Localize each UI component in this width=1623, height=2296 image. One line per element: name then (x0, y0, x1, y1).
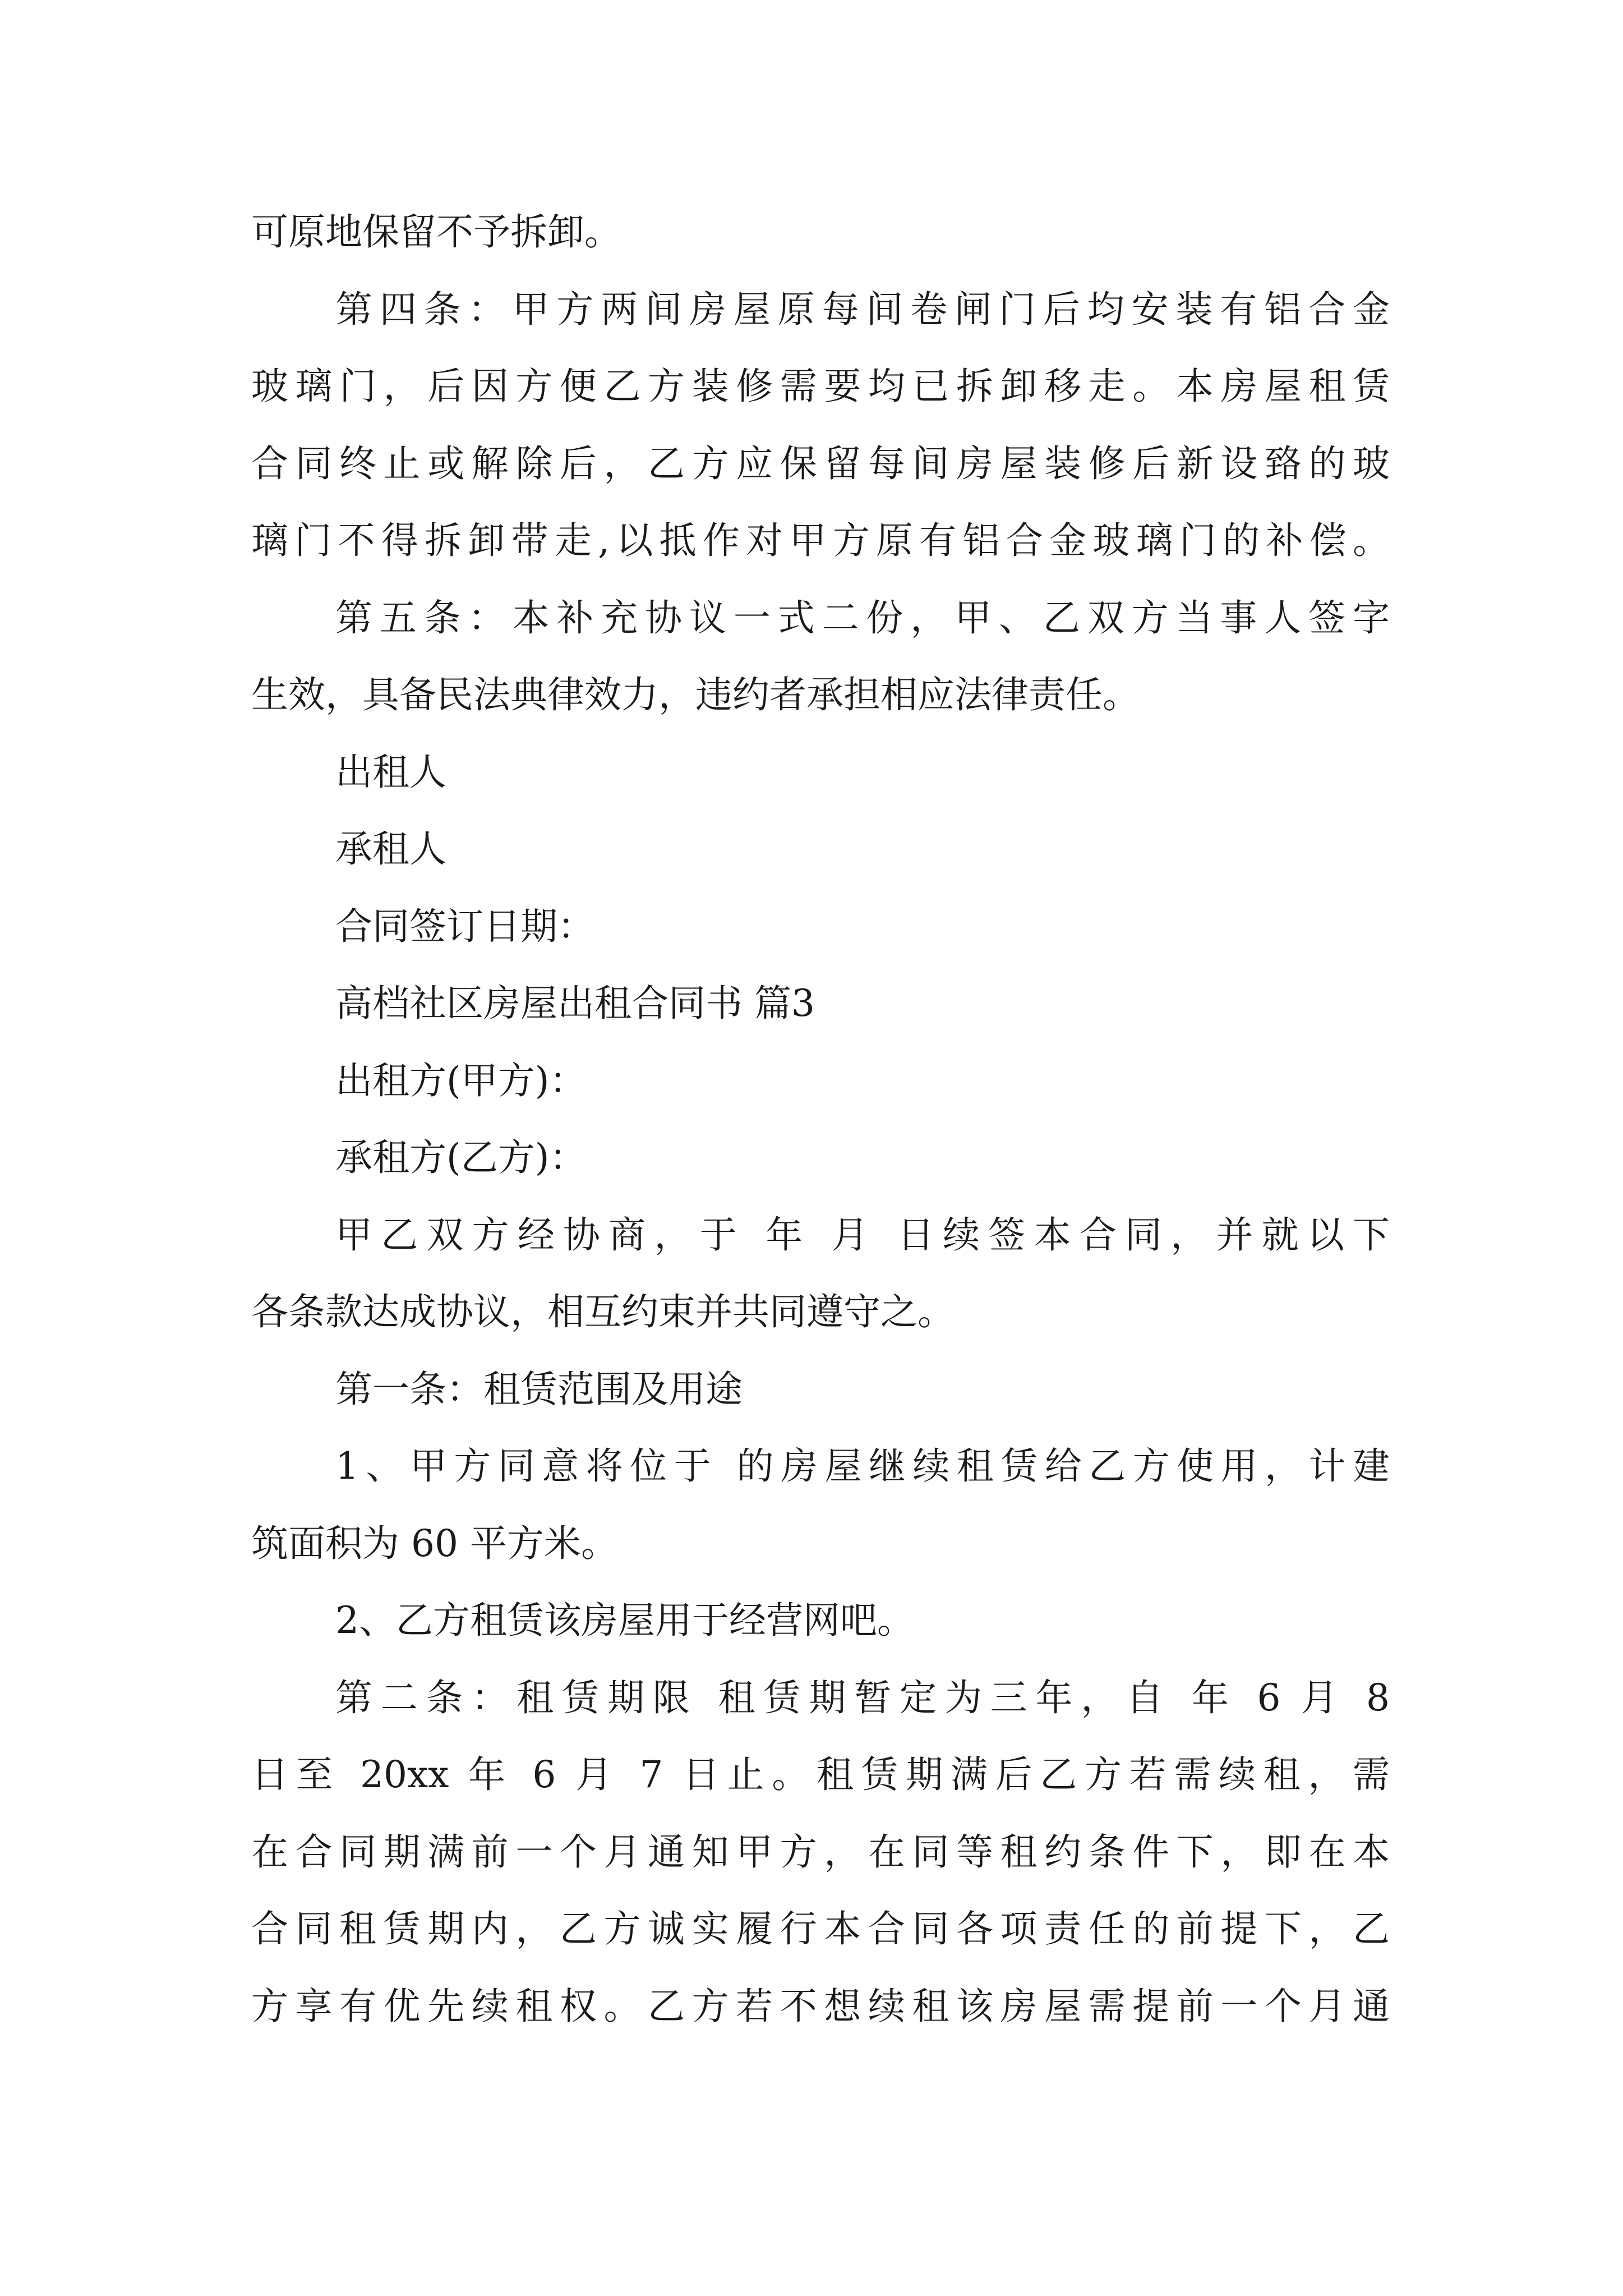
text-line: 第五条：本补充协议一式二份，甲、乙双方当事人签字 (335, 596, 1390, 639)
text-line: 第二条：租赁期限 租赁期暂定为三年，自 年 6 月 8 (335, 1676, 1390, 1719)
lessor-label: 出租人 (335, 750, 446, 794)
party-b-label: 承租方(乙方)： (335, 1136, 587, 1179)
text-line: 方享有优先续租权。乙方若不想续租该房屋需提前一个月通 (251, 1984, 1390, 2028)
text-line: 合同租赁期内，乙方诚实履行本合同各项责任的前提下，乙 (251, 1907, 1390, 1950)
document-body (251, 194, 1390, 2045)
text-line: 甲乙双方经协商，于 年 月 日续签本合同，并就以下 (335, 1213, 1390, 1257)
text-line: 日至 20xx 年 6 月 7 日止。租赁期满后乙方若需续租，需 (251, 1753, 1390, 1796)
text-line: 1、甲方同意将位于 的房屋继续租赁给乙方使用，计建 (335, 1444, 1390, 1488)
signing-date-label: 合同签订日期： (335, 904, 594, 948)
text-line: 筑面积为 60 平方米。 (251, 1521, 618, 1565)
text-line: 第四条：甲方两间房屋原每间卷闸门后均安装有铝合金 (335, 287, 1390, 331)
text-line: 生效，具备民法典律效力，违约者承担相应法律责任。 (251, 673, 1140, 716)
clause-heading: 第一条：租赁范围及用途 (335, 1367, 743, 1411)
text-line: 各条款达成协议，相互约束并共同遵守之。 (251, 1290, 955, 1333)
text-line: 可原地保留不予拆卸。 (251, 210, 621, 254)
text-line: 2、乙方租赁该房屋用于经营网吧。 (335, 1599, 914, 1642)
text-line: 玻璃门，后因方便乙方装修需要均已拆卸移走。本房屋租赁 (251, 365, 1390, 408)
text-line: 合同终止或解除后，乙方应保留每间房屋装修后新设臵的玻 (251, 441, 1390, 485)
text-line: 璃门不得拆卸带走,以抵作对甲方原有铝合金玻璃门的补偿。 (251, 519, 1390, 562)
section-title: 高档社区房屋出租合同书 篇3 (335, 982, 815, 1025)
party-a-label: 出租方(甲方)： (335, 1059, 587, 1102)
lessee-label: 承租人 (335, 827, 446, 871)
text-line: 在合同期满前一个月通知甲方，在同等租约条件下，即在本 (251, 1830, 1390, 1874)
